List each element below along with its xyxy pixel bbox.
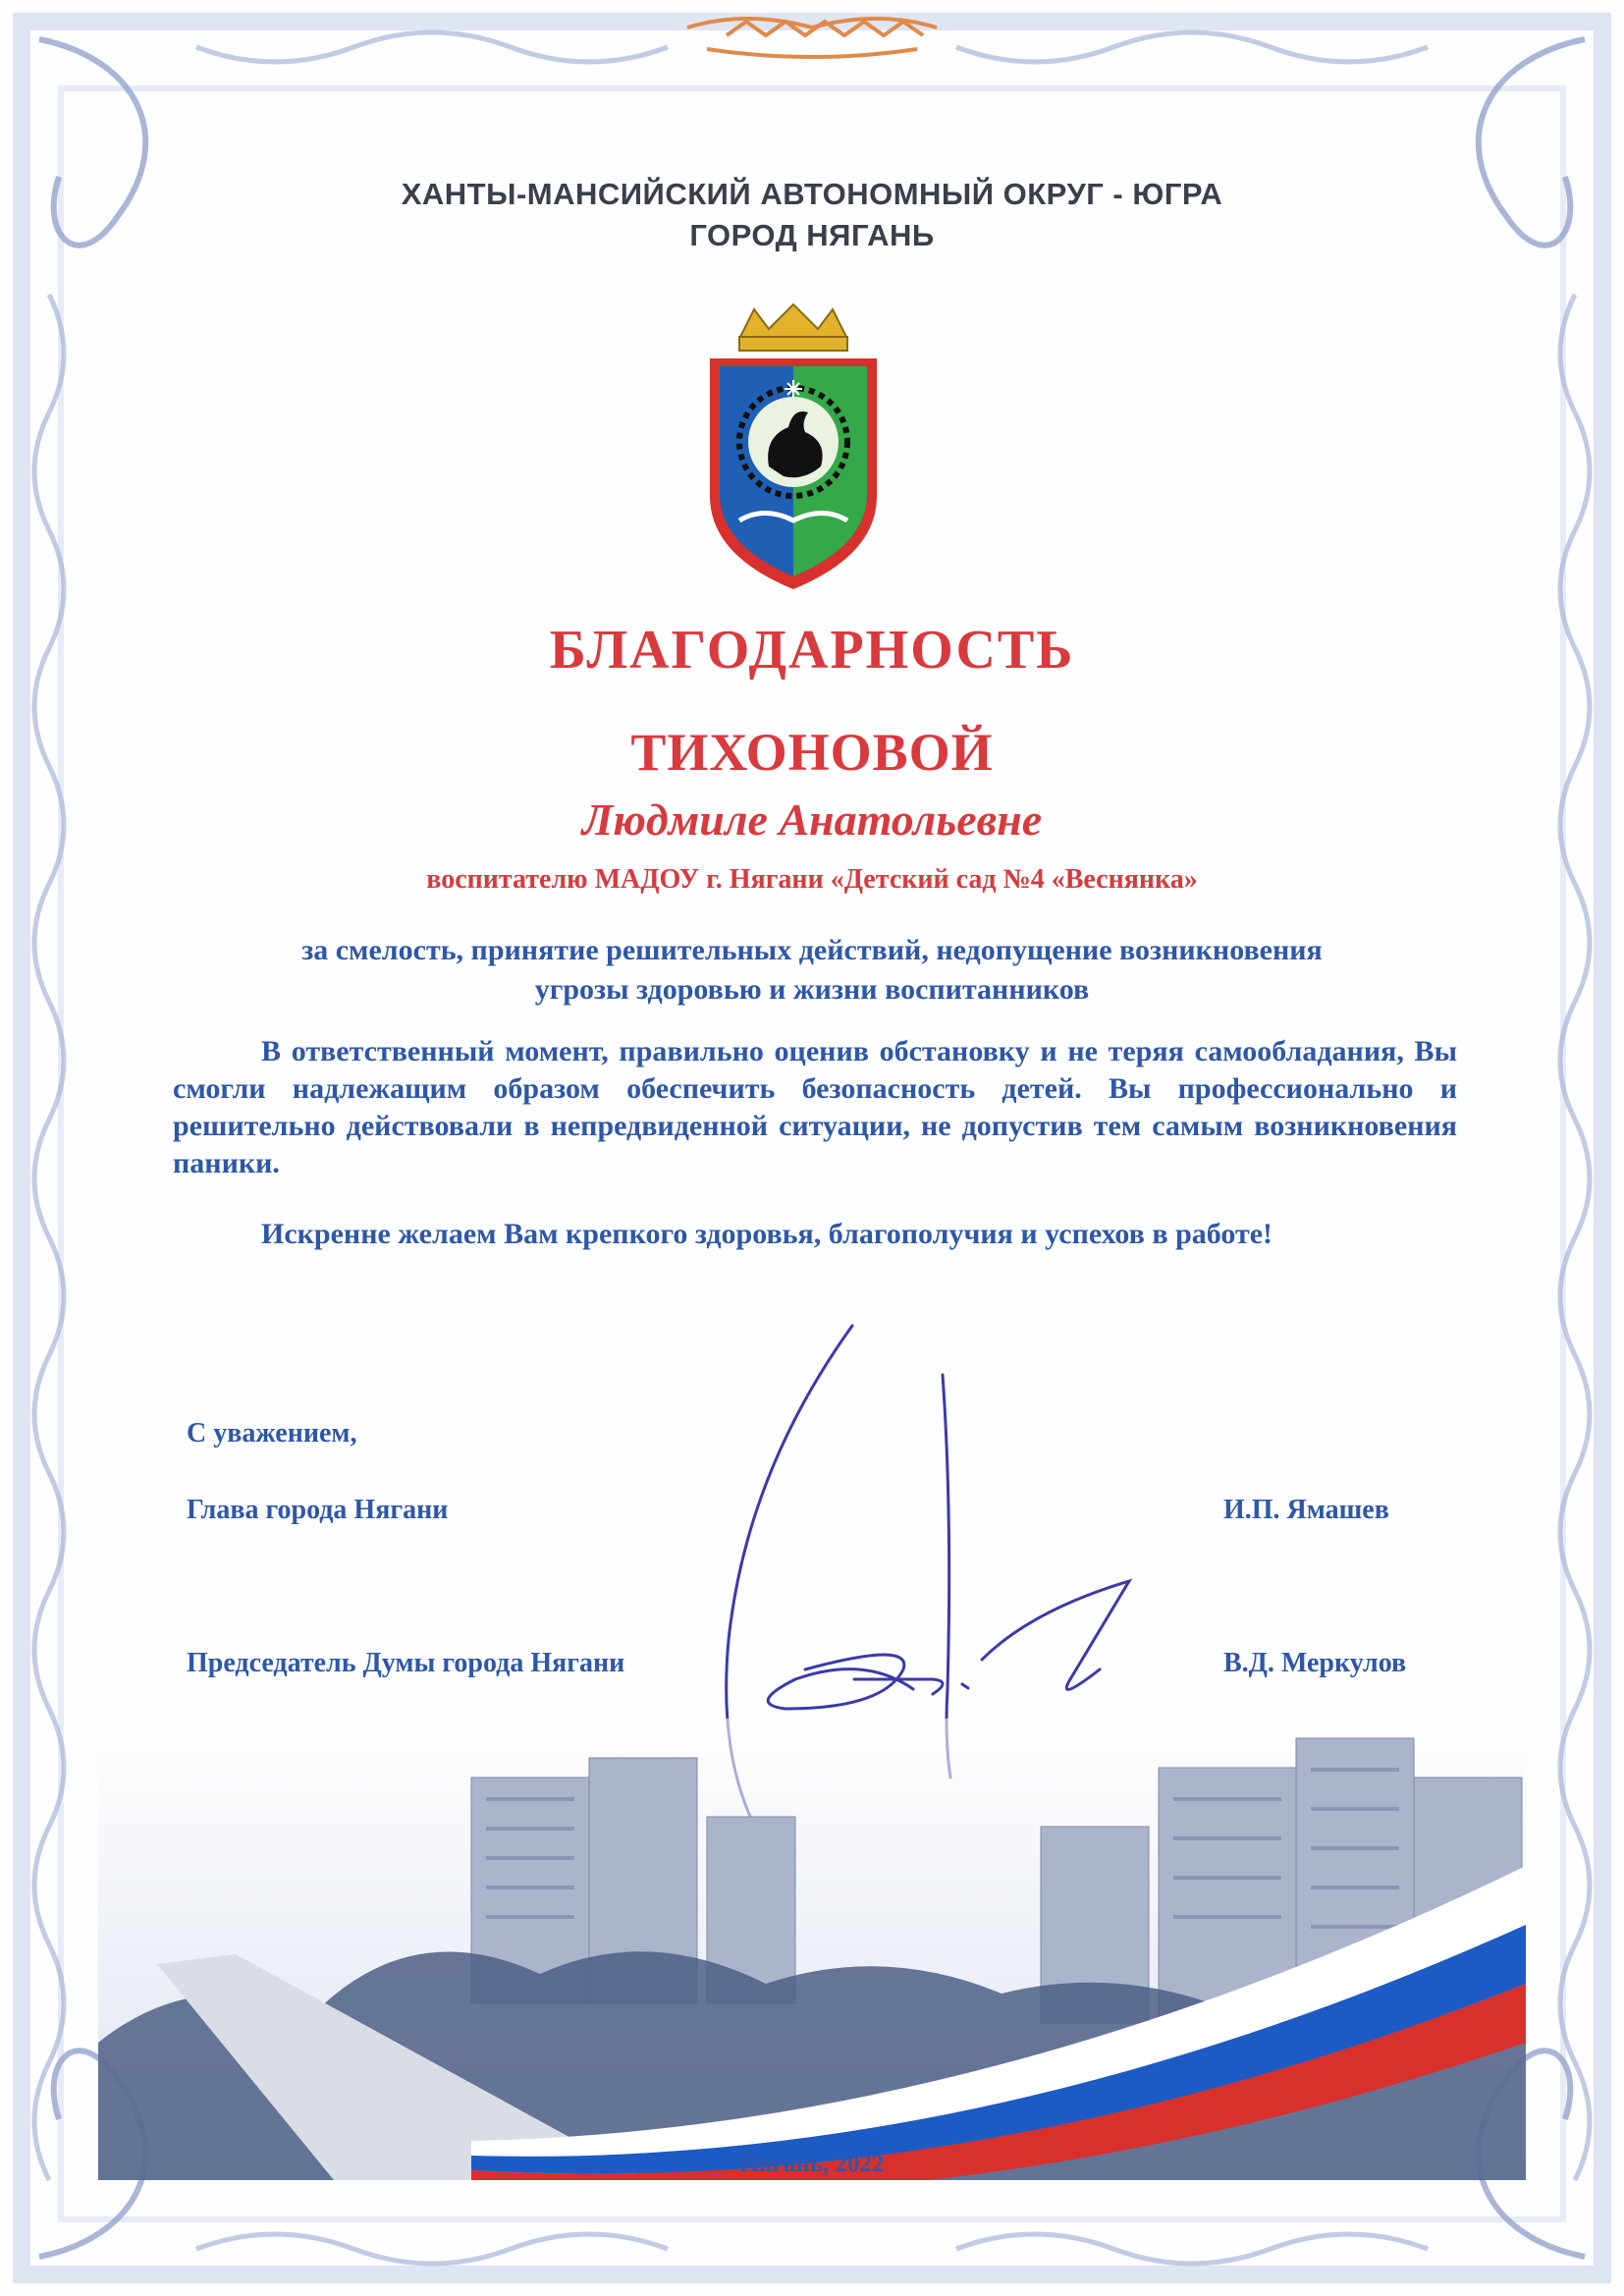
signer-2-name: В.Д. Меркулов	[1223, 1648, 1407, 1678]
body-paragraph-2: Искренне желаем Вам крепкого здоровья, благополучия и успехов в работе!	[261, 1218, 1273, 1250]
reason-line-1: за смелость, принятие решительных действий, недопущение возникновения	[301, 934, 1323, 966]
signer-1-title: Глава города Нягани	[187, 1495, 449, 1525]
recipient-names: Людмиле Анатольевне	[581, 794, 1043, 845]
city-panorama	[98, 1719, 1526, 2180]
place-and-year: Нягань, 2022	[739, 2151, 885, 2177]
reason-line-2: угрозы здоровью и жизни воспитанников	[534, 973, 1090, 1006]
signer-1-name: И.П. Ямашев	[1223, 1495, 1389, 1525]
recipient-position: воспитателю МАДОУ г. Нягани «Детский сад №4 «Веснянка»	[426, 864, 1198, 895]
signer-2-title: Председатель Думы города Нягани	[187, 1648, 625, 1678]
body-paragraph-1: В ответственный момент, правильно оценив обстановку и не теряя самообладания, Вы смогли надлежащим образом обеспечить безопасность детей. Вы профессионально и решительно действовали в непредвиденной ситуации, не допустив тем самым возникновения паники.	[173, 1035, 1457, 1179]
region-heading: ХАНТЫ-МАНСИЙСКИЙ АВТОНОМНЫЙ ОКРУГ - ЮГРА	[401, 177, 1223, 211]
city-heading: ГОРОД НЯГАНЬ	[689, 218, 935, 252]
recipient-surname: ТИХОНОВОЙ	[630, 723, 994, 782]
coat-of-arms-icon	[695, 300, 892, 594]
greeting: С уважением,	[187, 1418, 357, 1449]
document-title: БЛАГОДАРНОСТЬ	[549, 620, 1075, 681]
